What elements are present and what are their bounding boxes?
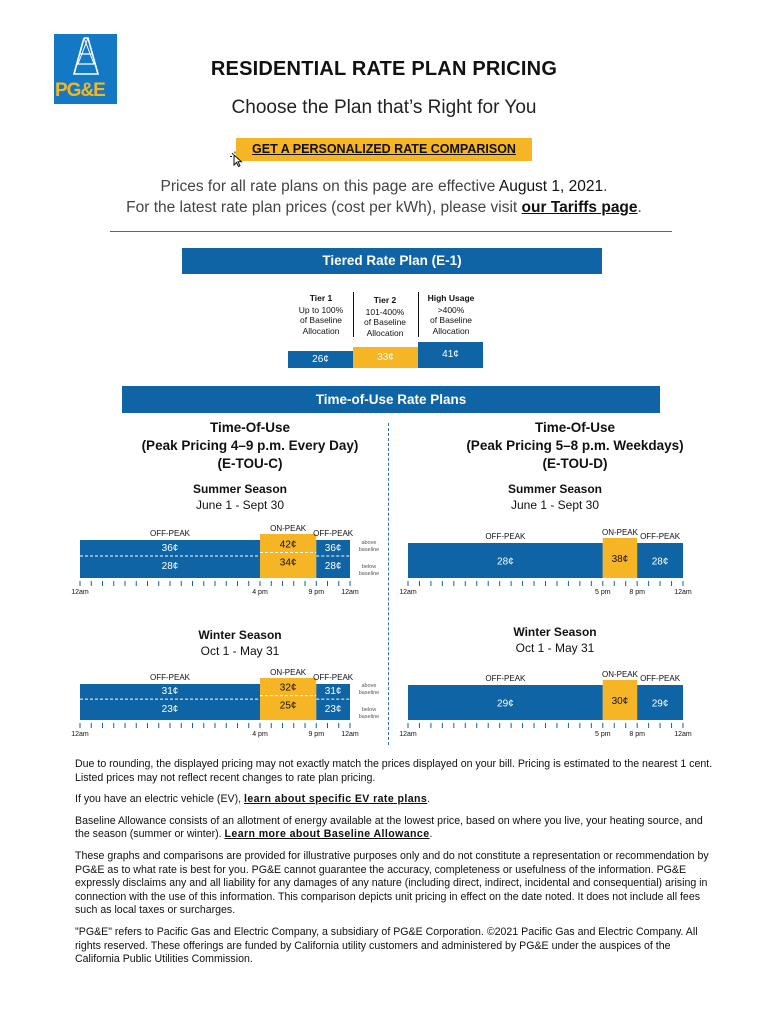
legend-below-line1: below	[361, 707, 377, 714]
footer-punct: .	[429, 828, 433, 841]
intro-text: Prices for all rate plans on this page are effective	[160, 178, 499, 195]
tier-desc: of Baseline	[429, 315, 473, 325]
page-subtitle: Choose the Plan that’s Right for You	[231, 97, 537, 118]
tariffs-page-link[interactable]: our Tariffs page	[521, 199, 638, 216]
period-label: OFF-PEAK	[313, 529, 354, 538]
period-label: OFF-PEAK	[149, 673, 191, 682]
period-label: OFF-PEAK	[149, 529, 191, 538]
effective-date: August 1, 2021	[498, 178, 604, 195]
price-label-below: 23¢	[161, 704, 179, 716]
tier-1-price-bar: 26¢	[288, 351, 353, 368]
footer-text: Baseline Allowance consists of an allotment of energy available at the lowest price, based on where you live, your heating source, and the season (summer or winter).	[75, 814, 703, 841]
period-label: OFF-PEAK	[640, 532, 681, 541]
tou-plans-banner: Time-of-Use Rate Plans	[122, 386, 660, 413]
period-label: OFF-PEAK	[485, 532, 526, 541]
tou-d-summer-chart	[399, 520, 692, 600]
tier-desc: Up to 100%	[298, 304, 344, 315]
summer-season-label: Summer Season	[192, 482, 288, 496]
tier-2-label	[354, 295, 416, 338]
plan-subtitle: (Peak Pricing 4–9 p.m. Every Day)	[141, 438, 359, 453]
copyright: "PG&E" refers to Pacific Gas and Electric Company, a subsidiary of PG&E Corporation. ©2021 Pacific Gas and Electric Company. All rights reserved. These offerings are funded by California utility customers and administered by PG&E under the auspices of the California Public Utilities Commission.	[75, 925, 698, 966]
price-label-below: 23¢	[324, 704, 342, 716]
x-tick-label: 4 pm	[252, 731, 268, 738]
plan-title: Time-Of-Use	[534, 420, 616, 435]
tiered-plan-banner: Tiered Rate Plan (E-1)	[182, 248, 602, 274]
summer-season-dates: June 1 - Sept 30	[510, 498, 600, 512]
footer-text: If you have an electric vehicle (EV),	[75, 793, 244, 806]
tou-c-winter-chart	[71, 662, 380, 742]
tier-1-label	[290, 293, 352, 336]
intro-punct: .	[603, 178, 608, 195]
logo-text: PG&E	[55, 80, 105, 101]
tier-desc: Allocation	[302, 325, 340, 336]
price-label: 29¢	[651, 698, 669, 710]
price-label-above: 32¢	[279, 682, 297, 694]
legend-above-line2: baseline	[358, 546, 380, 553]
summer-season-label: Summer Season	[507, 482, 603, 496]
x-tick-label: 12am	[674, 589, 692, 596]
page-title: RESIDENTIAL RATE PLAN PRICING	[210, 58, 558, 80]
price-label: 38¢	[611, 554, 629, 565]
tier-desc: of Baseline	[363, 317, 407, 327]
rate-comparison-button[interactable]: GET A PERSONALIZED RATE COMPARISON	[236, 138, 532, 161]
x-tick-label: 12am	[674, 731, 692, 738]
tier-divider	[353, 292, 354, 337]
tier-name: High Usage	[427, 293, 475, 303]
price-label: 28¢	[651, 556, 669, 568]
tier-name: Tier 2	[373, 295, 397, 305]
tier-desc: Allocation	[366, 327, 404, 338]
x-tick-label: 12am	[399, 589, 417, 596]
legend-below-line2: baseline	[358, 570, 380, 577]
tier-divider	[418, 292, 419, 337]
effective-date-note	[0, 178, 768, 196]
price-label: 29¢	[497, 698, 514, 710]
price-label-below: 28¢	[324, 560, 342, 572]
intro-text: For the latest rate plan prices (cost per kWh), please visit	[126, 199, 522, 216]
footer-punct: .	[427, 793, 431, 806]
winter-season-label: Winter Season	[513, 625, 597, 639]
tou-d-winter-chart	[399, 662, 692, 742]
pointer-click-icon	[228, 150, 246, 170]
tier-desc: Allocation	[432, 325, 470, 336]
price-label-above: 31¢	[324, 686, 342, 698]
winter-season-label: Winter Season	[198, 628, 282, 642]
x-tick-label: 9 pm	[308, 589, 325, 596]
header-divider	[110, 231, 672, 232]
plan-code: (E-TOU-C)	[217, 456, 283, 471]
baseline-allowance-link[interactable]: Learn more about Baseline Allowance	[224, 828, 430, 841]
disclaimer: These graphs and comparisons are provided for illustrative purposes only and do not constitute a representation or recommendation by PG&E as to what rate is best for you. PG&E cannot guarantee the accuracy, completeness or usefulness of the information. PG&E expressly disclaims any and all liability for any damages of any nature (including direct, indirect, incidental and consequential) arising in connection with the use of this information. This comparison depicts unit pricing in effect on the date noted. It does not include all fees such as local taxes or surcharges.	[75, 849, 709, 917]
tou-c-summer-chart	[71, 520, 380, 600]
x-tick-label: 12am	[341, 731, 359, 738]
winter-season-dates: Oct 1 - May 31	[200, 644, 280, 658]
tier-desc: 101-400%	[365, 306, 405, 317]
legend-above-line1: above	[361, 683, 377, 690]
rounding-note: Due to rounding, the displayed pricing may not exactly match the prices displayed on your bill. Pricing is estimated to the nearest 1 cent. Listed prices may not reflect recent changes to rate plan pricing.	[75, 758, 713, 784]
plan-subtitle: (Peak Pricing 5–8 p.m. Weekdays)	[466, 438, 684, 453]
tou-c-heading	[80, 419, 420, 473]
tier-2-price-bar: 33¢	[353, 347, 418, 368]
period-label: OFF-PEAK	[640, 674, 681, 683]
summer-season-dates: June 1 - Sept 30	[195, 498, 285, 512]
baseline-note	[75, 815, 715, 842]
footer-notes	[75, 758, 715, 975]
period-label: OFF-PEAK	[313, 673, 354, 682]
tier-name: Tier 1	[309, 293, 333, 303]
high-usage-label	[420, 293, 482, 336]
period-label: ON-PEAK	[270, 668, 307, 677]
x-tick-label: 5 pm	[595, 731, 611, 738]
price-label-above: 42¢	[279, 539, 297, 551]
ev-note	[75, 793, 715, 807]
x-tick-label: 12am	[71, 731, 89, 738]
intro-punct: .	[637, 199, 642, 216]
price-label: 28¢	[497, 556, 514, 568]
price-label: 30¢	[611, 696, 629, 707]
x-tick-label: 9 pm	[308, 731, 325, 738]
x-tick-label: 8 pm	[629, 589, 645, 596]
x-tick-label: 5 pm	[595, 589, 611, 596]
legend-below-line1: below	[361, 563, 377, 570]
legend-above-line1: above	[361, 539, 377, 546]
x-tick-label: 12am	[399, 731, 417, 738]
x-tick-label: 8 pm	[629, 731, 645, 738]
period-label: ON-PEAK	[601, 670, 638, 679]
period-label: OFF-PEAK	[485, 674, 526, 683]
price-label-above: 31¢	[161, 686, 179, 698]
price-label-above: 36¢	[161, 542, 179, 554]
price-label-below: 34¢	[279, 557, 297, 569]
tariffs-note	[0, 199, 768, 217]
high-usage-price-bar: 41¢	[418, 342, 483, 368]
period-label: ON-PEAK	[601, 528, 638, 537]
plan-code: (E-TOU-D)	[542, 456, 608, 471]
winter-season-dates: Oct 1 - May 31	[515, 641, 595, 655]
x-tick-label: 4 pm	[252, 589, 268, 596]
price-label-above: 36¢	[324, 542, 342, 554]
period-label: ON-PEAK	[270, 524, 307, 533]
plan-title: Time-Of-Use	[209, 420, 291, 435]
price-label-below: 25¢	[279, 700, 297, 712]
price-label-below: 28¢	[161, 560, 179, 572]
tou-d-heading	[400, 419, 750, 473]
legend-below-line2: baseline	[358, 714, 380, 721]
x-tick-label: 12am	[341, 589, 359, 596]
tier-desc: >400%	[437, 304, 465, 315]
legend-above-line2: baseline	[358, 690, 380, 697]
ev-rate-plans-link[interactable]: learn about specific EV rate plans	[244, 793, 428, 806]
tier-desc: of Baseline	[299, 315, 343, 325]
x-tick-label: 12am	[71, 589, 89, 596]
